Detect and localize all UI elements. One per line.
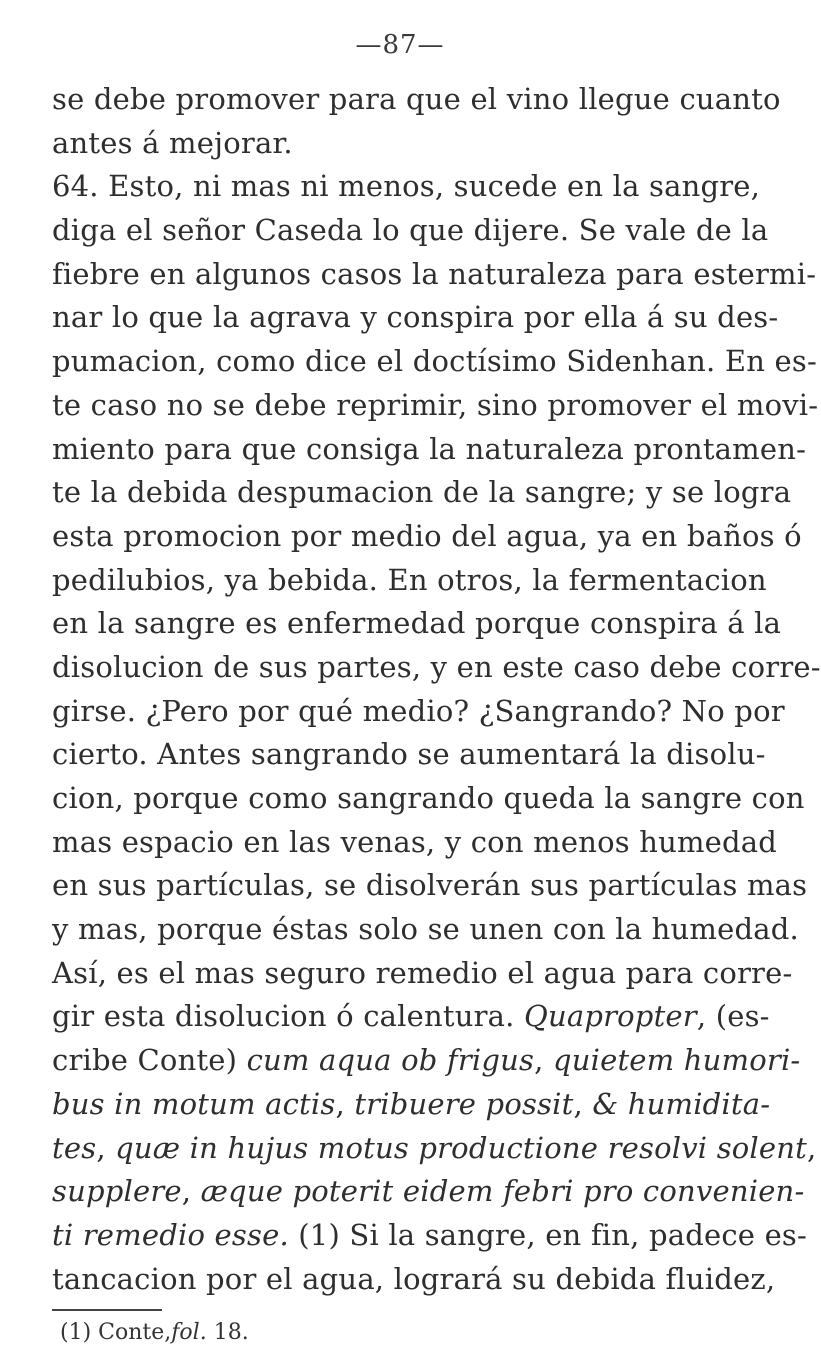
text-line: cion, porque como sangrando queda la sangre con — [52, 781, 805, 815]
text-line: esta promocion por medio del agua, ya en baños ó — [52, 518, 802, 553]
text-line: disolucion de sus partes, y en este caso debe corre- — [52, 649, 821, 684]
text-line: nar lo que la agrava y conspira por ella á su des- — [52, 300, 779, 335]
text-line: gir esta disolucion ó calentura. Quapropter, (es- — [52, 999, 770, 1034]
text-line: girse. ¿Pero por qué medio? ¿Sangrando? No por — [52, 693, 785, 728]
footnote-abbrev: fol. — [171, 1320, 207, 1345]
text-line: supplere, æque poterit eidem febri pro convenien- — [52, 1174, 805, 1209]
latin-text: Quapropter — [523, 999, 697, 1034]
footnote-page: 18. — [213, 1320, 249, 1345]
text-line: te caso no se debe reprimir, sino promover el movi- — [52, 387, 819, 422]
text-line: cribe Conte) cum aqua ob frigus, quietem humori- — [52, 1043, 801, 1078]
latin-text: æque poterit eidem febri pro convenien- — [200, 1174, 805, 1209]
text-line: antes á mejorar. — [52, 125, 293, 160]
footnote-source: Conte, — [98, 1320, 172, 1345]
text-line: tancacion por el agua, logrará su debida fluidez, — [52, 1261, 776, 1296]
text-line: miento para que consiga la naturaleza prontamen- — [52, 431, 807, 466]
footnote-divider — [52, 1309, 162, 1311]
text-line: cierto. Antes sangrando se aumentará la disolu- — [52, 737, 766, 772]
text-line: pedilubios, ya bebida. En otros, la fermentacion — [52, 562, 767, 597]
text-line: 64. Esto, ni mas ni menos, sucede en la sangre, — [52, 169, 761, 204]
latin-text: & humidita- — [592, 1086, 771, 1121]
text-line: pumacion, como dice el doctísimo Sidenhan. En es- — [52, 344, 817, 379]
text-line: diga el señor Caseda lo que dijere. Se vale de la — [52, 213, 769, 248]
text-line: ti remedio esse. (1) Si la sangre, en fin, padece es- — [52, 1217, 808, 1252]
text-line: mas espacio en las venas, y con menos humedad — [52, 824, 778, 859]
latin-text: tes — [52, 1130, 97, 1165]
text-line: y mas, porque éstas solo se unen con la humedad. — [52, 912, 799, 947]
latin-text: quietem humori- — [552, 1043, 801, 1078]
footnote — [60, 1318, 249, 1348]
text-line: tes, quæ in hujus motus productione resolvi solent, — [52, 1130, 817, 1165]
text-line: te la debida despumacion de la sangre; y se logra — [52, 475, 792, 510]
text-line: en la sangre es enfermedad porque conspira á la — [52, 606, 782, 641]
body-paragraph — [52, 78, 821, 1301]
text-line: se debe promover para que el vino llegue cuanto — [52, 82, 781, 116]
latin-text: tribuere possit — [354, 1086, 574, 1121]
text-line: bus in motum actis, tribuere possit, & humidita- — [52, 1086, 771, 1121]
footnote-marker: (1) — [60, 1320, 92, 1345]
latin-text: quæ in hujus motus productione resolvi solent — [115, 1130, 808, 1165]
latin-text: supplere — [52, 1174, 182, 1209]
text-line: fiebre en algunos casos la naturaleza para estermi- — [52, 256, 817, 291]
latin-text: bus in motum actis — [52, 1086, 336, 1121]
latin-text: ti remedio esse. — [52, 1217, 289, 1252]
text-line: en sus partículas, se disolverán sus partículas mas — [52, 868, 808, 903]
page-number: —87— — [355, 30, 445, 60]
latin-text: cum aqua ob frigus — [246, 1043, 535, 1078]
text-line: Así, es el mas seguro remedio el agua para corre- — [52, 955, 793, 990]
